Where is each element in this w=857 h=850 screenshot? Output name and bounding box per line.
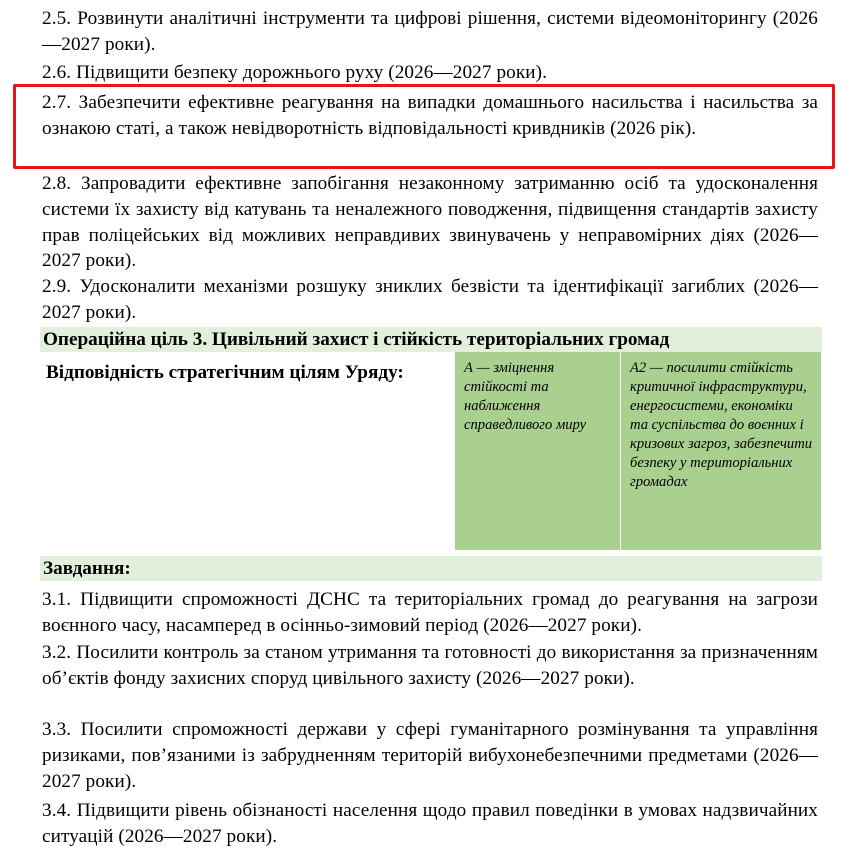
alignment-label: Відповідність стратегічним цілям Уряду: xyxy=(46,362,404,383)
task-2-5: 2.5. Розвинути аналітичні інструменти та цифрові рішення, системи відеомоніторингу (2026—2027 роки). xyxy=(42,8,818,55)
operational-goal-title: Операційна ціль 3. Цивільний захист і стійкість територіальних громад xyxy=(40,327,822,352)
task-2-8: 2.8. Запровадити ефективне запобігання незаконному затриманню осіб та удосконалення системи їх захисту від катувань та неналежного поводження, підвищення стандартів захисту прав поліцейських від можливих неправдивих звинувачень у неправомірних діях (2026—2027 роки). xyxy=(42,173,818,272)
task-2-7: 2.7. Забезпечити ефективне реагування на випадки домашнього насильства і насильства за ознакою статі, а також невідворотність відповідальності кривдників (2026 рік). xyxy=(42,92,818,139)
task-3-3: 3.3. Посилити спроможності держави у сфері гуманітарного розмінування та управління ризиками, пов’язаними із забрудненням територій вибухонебезпечними предметами (2026—2027 роки). xyxy=(42,719,818,792)
task-2-6: 2.6. Підвищити безпеку дорожнього руху (2026—2027 роки). xyxy=(42,62,548,83)
task-3-2: 3.2. Посилити контроль за станом утримання та готовності до використання за призначенням об’єктів фонду захисних споруд цивільного захисту (2026—2027 роки). xyxy=(42,642,818,689)
strategic-goal-a2: А2 — посилити стійкість критичної інфраструктури, енергосистеми, економіки та суспільства до воєнних і кризових загроз, забезпечити безпеку у територіальних громадах xyxy=(621,352,821,550)
tasks-title: Завдання: xyxy=(40,556,822,581)
task-2-9: 2.9. Удосконалити механізми розшуку зниклих безвісти та ідентифікації загиблих (2026—2027 роки). xyxy=(42,276,818,323)
task-3-1: 3.1. Підвищити спроможності ДСНС та територіальних громад до реагування на загрози воєнного часу, насамперед в осінньо-зимовий період (2026—2027 роки). xyxy=(42,589,818,636)
task-3-4: 3.4. Підвищити рівень обізнаності населення щодо правил поведінки в умовах надзвичайних ситуацій (2026—2027 роки). xyxy=(42,800,818,847)
strategic-goal-a: А — зміцнення стійкості та наближення справедливого миру xyxy=(455,352,620,550)
